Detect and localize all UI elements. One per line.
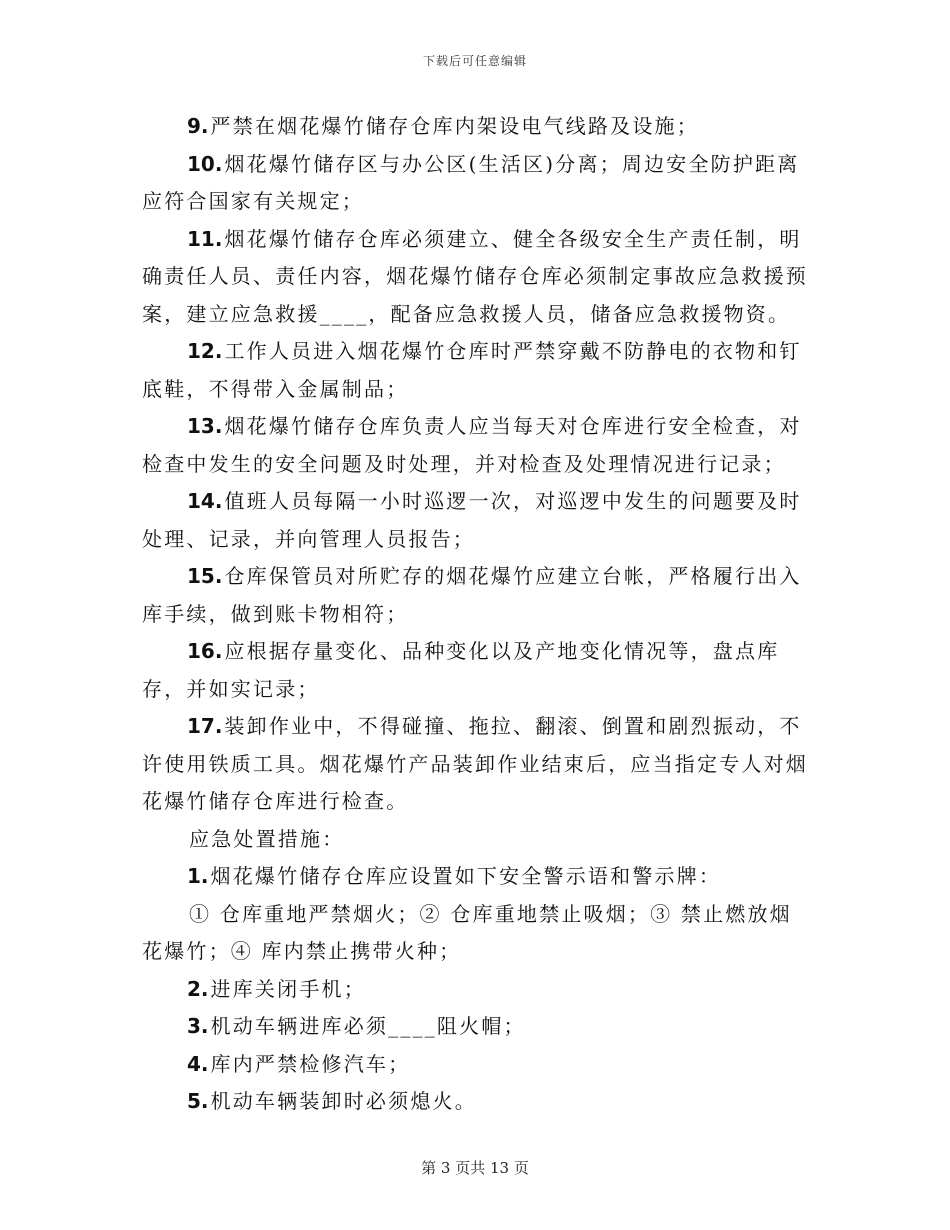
item-number: 14. <box>187 489 223 513</box>
paragraph-text: ① 仓库重地严禁烟火；② 仓库重地禁止吸烟；③ 禁止燃放烟花爆竹；④ 库内禁止携带火种； <box>142 901 792 963</box>
paragraph-13 <box>142 408 812 483</box>
paragraph-16 <box>142 633 812 708</box>
paragraph-text: 仓库保管员对所贮存的烟花爆竹应建立台帐，严格履行出入库手续，做到账卡物相符； <box>142 564 802 626</box>
item-number: 2. <box>187 976 209 1001</box>
emergency-item-5 <box>142 1083 812 1121</box>
item-number: 12. <box>187 339 223 363</box>
paragraph-text: 烟花爆竹储存仓库负责人应当每天对仓库进行安全检查，对检查中发生的安全问题及时处理，并对检查及处理情况进行记录； <box>142 414 802 476</box>
paragraph-text: 烟花爆竹储存仓库必须建立、健全各级安全生产责任制，明确责任人员、责任内容，烟花爆竹储存仓库必须制定事故应急救援预案，建立应急救援____，配备应急救援人员，储备应急救援物资。 <box>142 226 808 326</box>
warning-signs-list <box>142 896 812 971</box>
paragraph-text: 机动车辆进库必须____阻火帽； <box>210 1014 526 1038</box>
item-number: 9. <box>187 114 209 138</box>
paragraph-text: 库内严禁检修汽车； <box>210 1051 411 1076</box>
paragraph-text: 进库关闭手机； <box>210 976 366 1001</box>
section-heading-emergency <box>142 821 812 859</box>
document-body <box>142 108 812 1121</box>
emergency-item-2 <box>142 971 812 1009</box>
emergency-item-3 <box>142 1008 812 1046</box>
paragraph-text: 烟花爆竹储存区与办公区(生活区)分离；周边安全防护距离应符合国家有关规定； <box>142 151 800 213</box>
item-number: 10. <box>187 151 223 176</box>
emergency-item-1 <box>142 858 812 896</box>
paragraph-text: 机动车辆装卸时必须熄火。 <box>210 1089 477 1113</box>
paragraph-text: 严禁在烟花爆竹储存仓库内架设电气线路及设施； <box>210 114 699 138</box>
paragraph-text: 应急处置措施： <box>189 826 345 851</box>
emergency-item-4 <box>142 1046 812 1084</box>
paragraph-12 <box>142 333 812 408</box>
item-number: 3. <box>187 1014 209 1038</box>
page-footer: 第 3 页共 13 页 <box>421 1159 529 1177</box>
paragraph-9 <box>142 108 812 146</box>
paragraph-14 <box>142 483 812 558</box>
item-number: 15. <box>187 564 223 588</box>
item-number: 13. <box>187 414 223 438</box>
item-number: 1. <box>187 864 209 888</box>
paragraph-text: 烟花爆竹储存仓库应设置如下安全警示语和警示牌： <box>210 864 722 888</box>
item-number: 4. <box>187 1051 209 1076</box>
paragraph-15 <box>142 558 812 633</box>
paragraph-text: 装卸作业中，不得碰撞、拖拉、翻滚、倒置和剧烈振动，不许使用铁质工具。烟花爆竹产品装卸作业结束后，应当指定专人对烟花爆竹储存仓库进行检查。 <box>142 714 808 813</box>
paragraph-11 <box>142 221 812 334</box>
paragraph-text: 值班人员每隔一小时巡逻一次，对巡逻中发生的问题要及时处理、记录，并向管理人员报告； <box>142 489 802 551</box>
paragraph-text: 应根据存量变化、品种变化以及产地变化情况等，盘点库存，并如实记录； <box>142 639 780 701</box>
paragraph-17 <box>142 708 812 821</box>
item-number: 17. <box>187 714 223 738</box>
page-header: 下载后可任意编辑 <box>422 54 527 68</box>
paragraph-10 <box>142 146 812 221</box>
item-number: 16. <box>187 639 223 663</box>
paragraph-text: 工作人员进入烟花爆竹仓库时严禁穿戴不防静电的衣物和钉底鞋，不得带入金属制品； <box>142 339 802 401</box>
item-number: 5. <box>187 1089 209 1113</box>
item-number: 11. <box>187 226 223 251</box>
